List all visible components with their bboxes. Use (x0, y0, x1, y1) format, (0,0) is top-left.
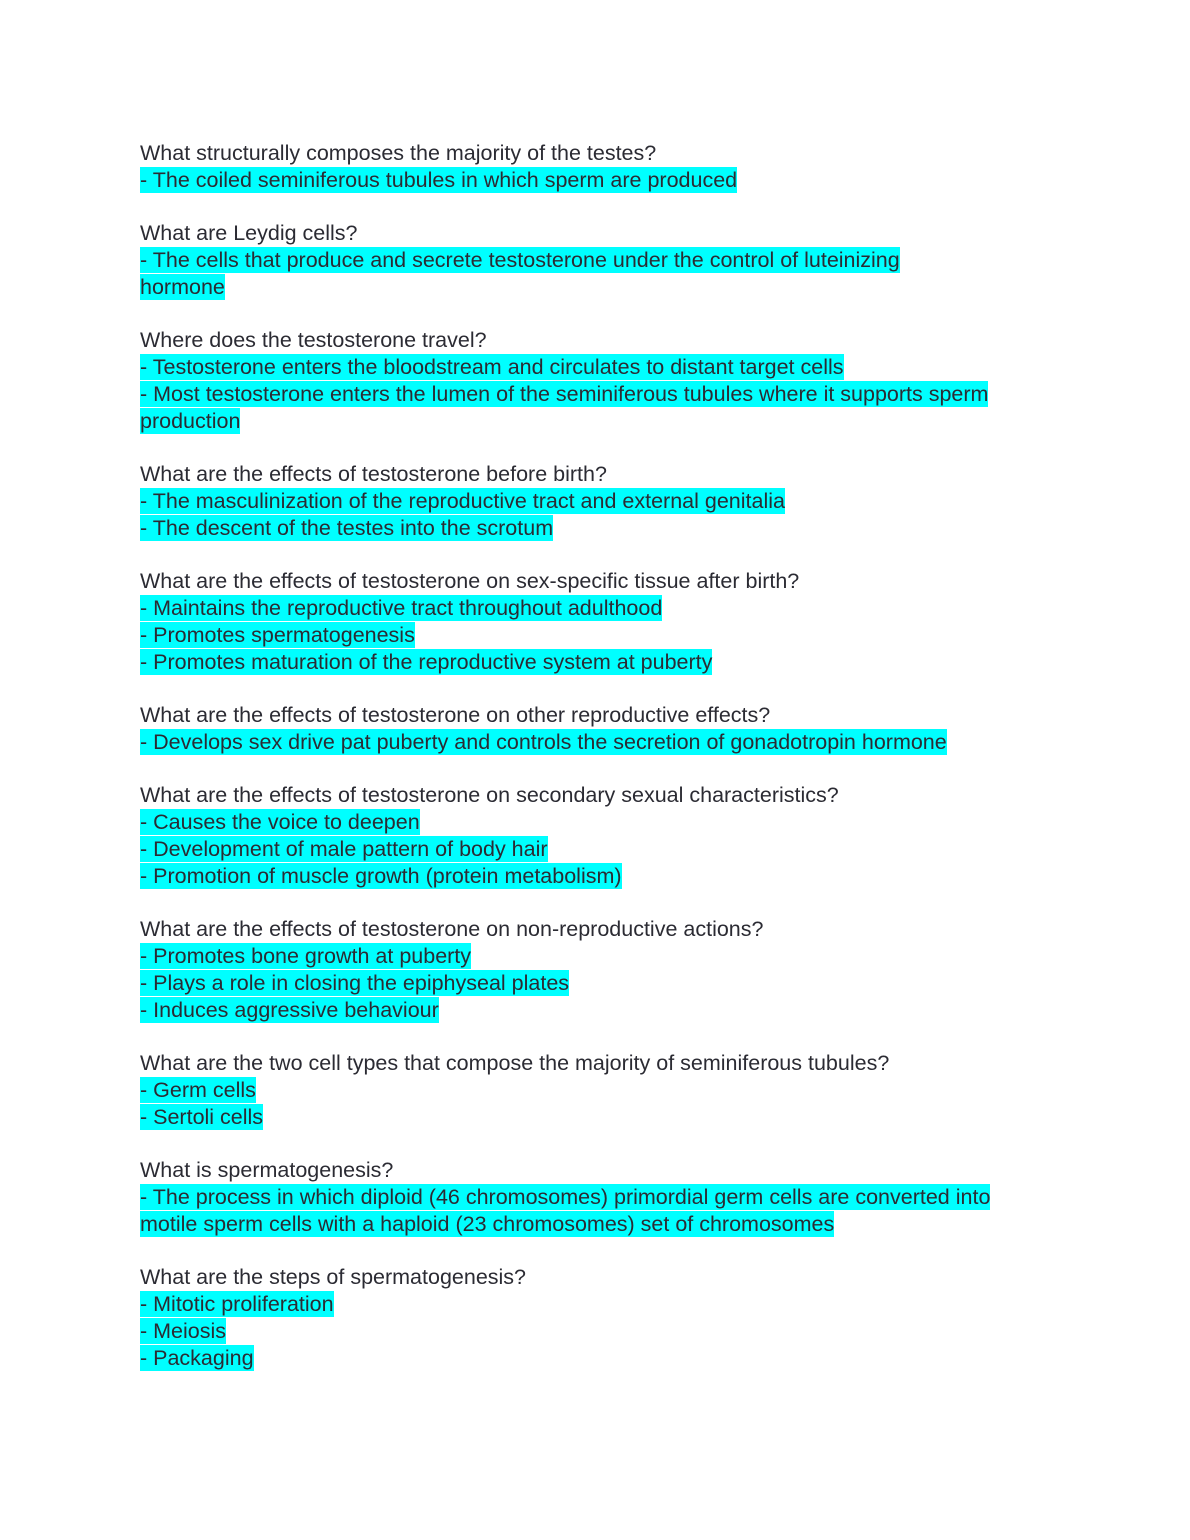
answer-highlight: - Meiosis (140, 1319, 227, 1343)
answer-item (140, 809, 1040, 836)
question: What are the effects of testosterone on non-reproductive actions? (140, 917, 764, 941)
qa-block-secondary-sexual-characteristics (140, 782, 1040, 890)
answer-item (140, 836, 1040, 863)
qa-block-testosterone-travel (140, 327, 1040, 435)
answer-item (140, 1077, 1040, 1104)
question: What structurally composes the majority of the testes? (140, 141, 657, 165)
qa-block-seminiferous-cell-types (140, 1050, 1040, 1131)
answer-list (140, 809, 1040, 890)
answer-list (140, 1291, 1040, 1372)
answer-item (140, 649, 1040, 676)
qa-block-non-reproductive-actions (140, 916, 1040, 1024)
answer-item (140, 622, 1040, 649)
question: Where does the testosterone travel? (140, 328, 487, 352)
answer-list (140, 247, 1040, 301)
answer-highlight: - Testosterone enters the bloodstream and circulates to distant target cells (140, 355, 844, 379)
answer-highlight: - Develops sex drive pat puberty and controls the secretion of gonadotropin hormone (140, 730, 947, 754)
answer-item (140, 488, 1040, 515)
answer-list (140, 1184, 1040, 1238)
answer-item (140, 1318, 1040, 1345)
answer-item (140, 863, 1040, 890)
answer-list (140, 943, 1040, 1024)
qa-block-other-reproductive-effects (140, 702, 1040, 756)
answer-highlight: - The masculinization of the reproductive tract and external genitalia (140, 489, 785, 513)
question: What are the effects of testosterone on other reproductive effects? (140, 703, 771, 727)
answer-highlight: - Germ cells (140, 1078, 256, 1102)
answer-highlight: - The descent of the testes into the scrotum (140, 516, 554, 540)
question: What are Leydig cells? (140, 221, 358, 245)
answer-item (140, 997, 1040, 1024)
answer-highlight: - Mitotic proliferation (140, 1292, 334, 1316)
qa-block-spermatogenesis-steps (140, 1264, 1040, 1372)
answer-highlight: - The coiled seminiferous tubules in which sperm are produced (140, 168, 738, 192)
answer-list (140, 354, 1040, 435)
qa-block-leydig-cells (140, 220, 1040, 301)
qa-block-effects-sex-specific-tissue (140, 568, 1040, 676)
answer-item (140, 1291, 1040, 1318)
document-page (140, 140, 1040, 1398)
answer-item (140, 1184, 1025, 1238)
answer-list (140, 488, 1040, 542)
qa-block-spermatogenesis (140, 1157, 1040, 1238)
answer-highlight: - Causes the voice to deepen (140, 810, 420, 834)
answer-item (140, 943, 1040, 970)
answer-highlight: - Sertoli cells (140, 1105, 264, 1129)
answer-list (140, 729, 1040, 756)
answer-highlight: - Promotes maturation of the reproductive system at puberty (140, 650, 713, 674)
answer-item (140, 1345, 1040, 1372)
answer-highlight: - Packaging (140, 1346, 254, 1370)
answer-item (140, 595, 1040, 622)
answer-list (140, 595, 1040, 676)
answer-item (140, 515, 1040, 542)
question: What are the steps of spermatogenesis? (140, 1265, 527, 1289)
qa-block-testes-composition (140, 140, 1040, 194)
answer-highlight: - Maintains the reproductive tract throughout adulthood (140, 596, 663, 620)
answer-highlight: - The cells that produce and secrete testosterone under the control of luteinizing hormone (140, 248, 900, 299)
answer-highlight: - Promotes spermatogenesis (140, 623, 415, 647)
answer-highlight: - Induces aggressive behaviour (140, 998, 439, 1022)
answer-item (140, 167, 1040, 194)
qa-block-effects-before-birth (140, 461, 1040, 542)
question: What are the two cell types that compose the majority of seminiferous tubules? (140, 1051, 890, 1075)
answer-highlight: - Most testosterone enters the lumen of the seminiferous tubules where it supports sperm production (140, 382, 989, 433)
answer-item (140, 247, 970, 301)
answer-highlight: - Plays a role in closing the epiphyseal plates (140, 971, 570, 995)
answer-highlight: - Promotes bone growth at puberty (140, 944, 472, 968)
question: What are the effects of testosterone on secondary sexual characteristics? (140, 783, 839, 807)
answer-item (140, 970, 1040, 997)
answer-item (140, 354, 1040, 381)
answer-highlight: - The process in which diploid (46 chromosomes) primordial germ cells are converted into motile sperm cells with a haploid (23 chromosomes) set of chromosomes (140, 1185, 991, 1236)
answer-highlight: - Promotion of muscle growth (protein metabolism) (140, 864, 622, 888)
answer-item (140, 729, 1040, 756)
answer-item (140, 381, 995, 435)
answer-list (140, 167, 1040, 194)
question: What are the effects of testosterone before birth? (140, 462, 607, 486)
answer-list (140, 1077, 1040, 1131)
question: What are the effects of testosterone on sex-specific tissue after birth? (140, 569, 800, 593)
answer-item (140, 1104, 1040, 1131)
question: What is spermatogenesis? (140, 1158, 394, 1182)
answer-highlight: - Development of male pattern of body hair (140, 837, 548, 861)
